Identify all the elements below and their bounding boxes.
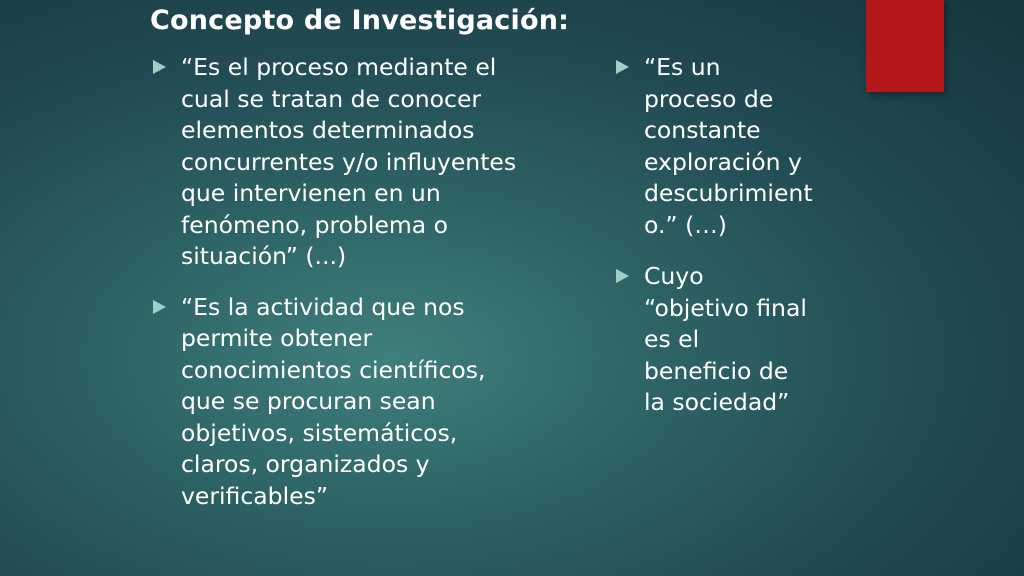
arrow-bullet-icon <box>153 300 166 314</box>
bullet-item <box>613 261 873 419</box>
bullet-text: “Es el proceso mediante el cual se tratan de conocer elementos determinados concurrentes y/o influyentes que intervienen en un fenómeno, problema o situación” (...) <box>181 53 517 270</box>
bullet-text: “Es la actividad que nos permite obtener conocimientos científicos, que se procuran sean objetivos, sistemáticos, claros, organizados y verificables” <box>181 292 486 510</box>
bullet-text: Cuyo “objetivo final es el beneficio de la sociedad” <box>644 262 807 416</box>
red-accent-block <box>866 0 944 92</box>
slide-title: Concepto de Investigación: <box>150 5 570 36</box>
bullet-text: “Es un proceso de constante exploración y descubrimient o.” (…) <box>644 53 813 239</box>
bullet-item <box>150 52 610 273</box>
arrow-bullet-icon <box>616 60 629 74</box>
arrow-bullet-icon <box>153 60 166 74</box>
bullet-item <box>150 292 610 513</box>
arrow-bullet-icon <box>616 269 629 283</box>
left-column <box>150 52 610 531</box>
bullet-item <box>613 52 873 241</box>
right-column <box>613 52 873 439</box>
